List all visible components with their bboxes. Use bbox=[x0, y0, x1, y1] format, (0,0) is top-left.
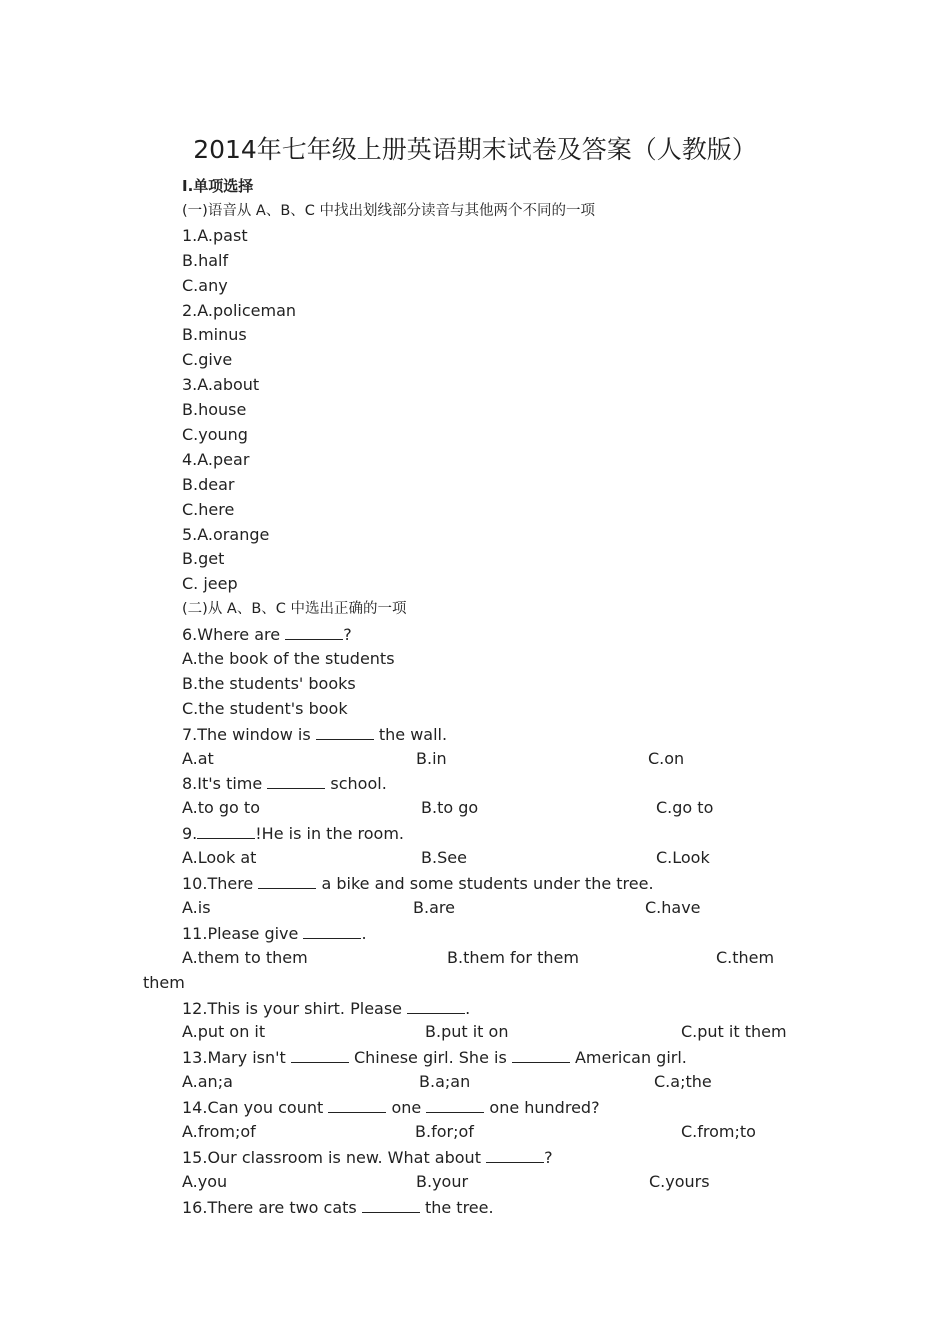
q11-stem bbox=[0, 921, 950, 946]
q7-answer-blank bbox=[316, 722, 374, 740]
q8-options bbox=[0, 796, 950, 821]
q12-text-pre: 12.This is your shirt. Please bbox=[182, 998, 408, 1018]
q15-option-c: C.yours bbox=[649, 1171, 710, 1191]
q14-option-c: C.from;to bbox=[681, 1121, 756, 1141]
q8-stem bbox=[0, 771, 950, 796]
q12-stem bbox=[0, 996, 950, 1021]
q16-text-pre: 16.There are two cats bbox=[182, 1197, 362, 1217]
q14-answer-blank-2 bbox=[426, 1095, 484, 1113]
q2-option-b: B.minus bbox=[182, 325, 247, 345]
q10-options bbox=[0, 896, 950, 921]
q11-text-post: . bbox=[361, 923, 367, 943]
q4-option-a: 4.A.pear bbox=[182, 449, 250, 469]
q1-option-b: B.half bbox=[182, 250, 229, 270]
q1-option-a: 1.A.past bbox=[182, 225, 248, 245]
q8-option-b: B.to go bbox=[421, 798, 479, 818]
q7-text-pre: 7.The window is bbox=[182, 724, 316, 744]
q1-option-c: C.any bbox=[182, 275, 228, 295]
q10-stem bbox=[0, 871, 950, 896]
part-1-instruction: (一)语音从 A、B、C 中找出划线部分读音与其他两个不同的一项 bbox=[182, 203, 596, 219]
q14-text-pre: 14.Can you count bbox=[182, 1098, 329, 1118]
q6-text-pre: 6.Where are bbox=[182, 625, 286, 645]
q13-text-pre: 13.Mary isn't bbox=[182, 1048, 291, 1068]
q6-text-post: ? bbox=[343, 625, 352, 645]
q16-text-post: the tree. bbox=[419, 1197, 494, 1217]
q11-option-c-continuation: them bbox=[143, 972, 185, 992]
q6-answer-blank bbox=[285, 622, 343, 640]
q6-stem bbox=[0, 622, 950, 647]
q11-option-a: A.them to them bbox=[182, 947, 308, 967]
q13-option-b: B.a;an bbox=[419, 1072, 471, 1092]
q11-text-pre: 11.Please give bbox=[182, 923, 304, 943]
q7-option-a: A.at bbox=[182, 748, 214, 768]
q4-option-c: C.here bbox=[182, 499, 235, 519]
q3-option-b: B.house bbox=[182, 400, 247, 420]
q10-option-a: A.is bbox=[182, 897, 211, 917]
q11-option-c: C.them bbox=[716, 947, 775, 967]
q9-text-pre: 9. bbox=[182, 824, 198, 844]
q3-option-a: 3.A.about bbox=[182, 375, 260, 395]
section-heading-multiple-choice: Ⅰ.单项选择 bbox=[182, 177, 254, 195]
q12-text-post: . bbox=[465, 998, 471, 1018]
q15-text-post: ? bbox=[544, 1147, 553, 1167]
q13-text-mid: Chinese girl. She is bbox=[348, 1048, 512, 1068]
q8-text-pre: 8.It's time bbox=[182, 774, 268, 794]
q13-answer-blank-2 bbox=[512, 1045, 570, 1063]
q7-option-c: C.on bbox=[648, 748, 685, 768]
q11-answer-blank bbox=[303, 921, 361, 939]
q15-option-a: A.you bbox=[182, 1171, 228, 1191]
q6-option-a: A.the book of the students bbox=[182, 649, 395, 669]
q9-stem bbox=[0, 821, 950, 846]
q14-stem bbox=[0, 1095, 950, 1120]
part-2-instruction: (二)从 A、B、C 中选出正确的一项 bbox=[182, 601, 407, 618]
q6-option-b: B.the students' books bbox=[182, 673, 356, 693]
q10-text-post: a bike and some students under the tree. bbox=[316, 874, 654, 894]
q10-answer-blank bbox=[258, 871, 316, 889]
q14-text-post: one hundred? bbox=[484, 1098, 600, 1118]
q13-option-c: C.a;the bbox=[654, 1072, 712, 1092]
q10-option-b: B.are bbox=[413, 897, 455, 917]
q6-option-c: C.the student's book bbox=[182, 698, 348, 718]
q7-stem bbox=[0, 722, 950, 747]
q8-option-c: C.go to bbox=[656, 798, 714, 818]
q14-text-mid: one bbox=[386, 1098, 427, 1118]
q11-options bbox=[0, 946, 950, 971]
q2-option-c: C.give bbox=[182, 350, 233, 370]
q12-options bbox=[0, 1020, 950, 1045]
q15-stem bbox=[0, 1145, 950, 1170]
q9-option-b: B.See bbox=[421, 848, 467, 868]
q5-option-c: C. jeep bbox=[182, 574, 238, 594]
q7-option-b: B.in bbox=[416, 748, 447, 768]
q12-option-b: B.put it on bbox=[425, 1022, 509, 1042]
q9-option-c: C.Look bbox=[656, 848, 710, 868]
q8-text-post: school. bbox=[325, 774, 387, 794]
q9-option-a: A.Look at bbox=[182, 848, 257, 868]
q13-text-post: American girl. bbox=[569, 1048, 687, 1068]
q9-answer-blank bbox=[197, 821, 255, 839]
q9-text-post: !He is in the room. bbox=[255, 824, 404, 844]
q10-option-c: C.have bbox=[645, 897, 701, 917]
q5-option-a: 5.A.orange bbox=[182, 524, 270, 544]
q13-options bbox=[0, 1070, 950, 1095]
q12-answer-blank bbox=[407, 996, 465, 1014]
q12-option-c: C.put it them bbox=[681, 1022, 787, 1042]
q14-answer-blank-1 bbox=[328, 1095, 386, 1113]
q15-text-pre: 15.Our classroom is new. What about bbox=[182, 1147, 487, 1167]
q5-option-b: B.get bbox=[182, 549, 225, 569]
q16-answer-blank bbox=[362, 1195, 420, 1213]
q15-options bbox=[0, 1170, 950, 1195]
q10-text-pre: 10.There bbox=[182, 874, 259, 894]
q14-option-a: A.from;of bbox=[182, 1121, 256, 1141]
q12-option-a: A.put on it bbox=[182, 1022, 266, 1042]
q15-option-b: B.your bbox=[416, 1171, 469, 1191]
q13-option-a: A.an;a bbox=[182, 1072, 233, 1092]
q2-option-a: 2.A.policeman bbox=[182, 300, 297, 320]
q14-options bbox=[0, 1120, 950, 1145]
q8-option-a: A.to go to bbox=[182, 798, 260, 818]
q4-option-b: B.dear bbox=[182, 474, 235, 494]
q14-option-b: B.for;of bbox=[415, 1121, 474, 1141]
q13-answer-blank-1 bbox=[291, 1045, 349, 1063]
q7-text-post: the wall. bbox=[373, 724, 448, 744]
q9-options bbox=[0, 846, 950, 871]
exam-title: 2014年七年级上册英语期末试卷及答案（人教版） bbox=[193, 135, 757, 164]
q7-options bbox=[0, 747, 950, 772]
q16-stem bbox=[0, 1195, 950, 1220]
q11-option-b: B.them for them bbox=[447, 947, 579, 967]
q3-option-c: C.young bbox=[182, 425, 248, 445]
q8-answer-blank bbox=[267, 771, 325, 789]
exam-body bbox=[0, 199, 950, 1220]
q13-stem bbox=[0, 1045, 950, 1070]
q15-answer-blank bbox=[486, 1145, 544, 1163]
